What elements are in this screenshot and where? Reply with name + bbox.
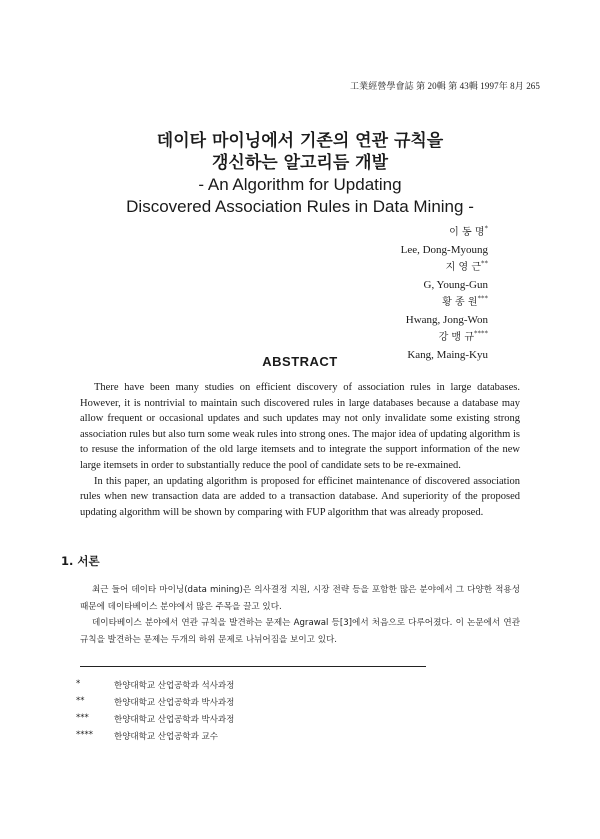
author-3-korean: 황 종 원*** [442,294,488,308]
author-4-english: Kang, Maing-Kyu [407,348,488,361]
footnote-text: 한양대학교 산업공학과 박사과정 [114,715,235,725]
introduction-body [80,582,520,648]
footnote-divider [80,666,426,667]
paper-title [0,130,600,218]
footnote-text: 한양대학교 산업공학과 교수 [114,732,218,742]
footnote-3 [76,713,336,730]
footnote-text: 한양대학교 산업공학과 석사과정 [114,681,235,691]
author-3-english: Hwang, Jong-Won [405,313,488,326]
author-1-korean: 이 동 명* [449,224,488,238]
title-english-line-1: - An Algorithm for Updating [198,175,402,194]
footnote-mark: * [76,679,81,689]
footnote-text: 한양대학교 산업공학과 박사과정 [114,698,235,708]
introduction-paragraph-2: 데이타베이스 분야에서 연관 규칙을 발견하는 문제는 Agrawal 등[3]에서 처음으로 다루어졌다. 이 논문에서 연관 규칙을 발견하는 문제는 두개의 하위 문제로 나뉘어짐을 보이고 있다. [80,618,520,645]
author-2-korean: 지 영 근** [445,259,488,273]
author-list [401,224,488,364]
title-english-line-2: Discovered Association Rules in Data Mining - [126,197,474,216]
journal-header: 工業經營學會誌 第 20輯 第 43輯 1997年 8月 265 [350,81,540,91]
footnote-mark: **** [76,730,93,740]
footnote-1 [76,679,336,696]
footnote-list [76,679,336,747]
footnote-4 [76,730,336,747]
section-heading-introduction: 1. 서론 [61,554,100,568]
title-korean-line-1: 데이타 마이닝에서 기존의 연관 규칙을 [156,131,444,151]
abstract-body [80,380,520,520]
introduction-paragraph-1: 최근 들어 데이타 마이닝(data mining)은 의사결정 지원, 시장 전략 등을 포함한 많은 분야에서 그 다양한 적용성 때문에 데이타베이스 분야에서 많은 주목을 끌고 있다. [80,585,520,612]
abstract-heading: ABSTRACT [262,354,338,369]
footnote-mark: *** [76,713,89,723]
footnote-mark: ** [76,696,85,706]
abstract-paragraph-1: There have been many studies on efficient discovery of association rules in large databases. However, it is nontrivial to maintain such discovered rules in large databases because a database may allow frequent or occasional updates and such updates may not only invalidate some existing strong association rules but also turn some weak rules into strong ones. The major idea of updating algorithm is to resuse the information of the old large itemsets and to integrate the support information of the new large itemsets in order to substantially reduce the pool of candidate sets to be re-exmained. [80,382,520,471]
author-2-english: G, Young-Gun [423,278,488,291]
footnote-2 [76,696,336,713]
author-1-english: Lee, Dong-Myoung [400,243,488,256]
author-4-korean: 강 맹 규**** [438,329,488,343]
abstract-paragraph-2: In this paper, an updating algorithm is proposed for efficinet maintenance of discovered association rules when new transaction data are added to a transaction database. And superiority of the proposed updating algorithm will be shown by comparing with FUP algorithm that was already proposed. [80,475,520,518]
title-korean-line-2: 갱신하는 알고리듬 개발 [211,153,389,173]
